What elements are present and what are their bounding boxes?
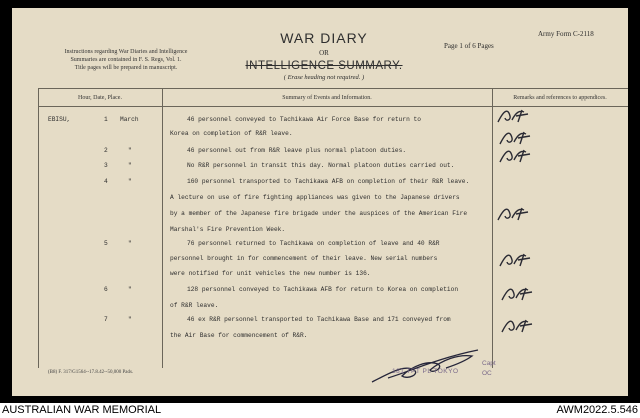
instructions-line: Instructions regarding War Diaries and Intelligence (64, 49, 188, 55)
footer-bar (0, 403, 640, 418)
table-left-rule (38, 88, 39, 368)
table-top-rule (38, 88, 628, 89)
instructions-block (36, 48, 216, 72)
entry-text-line: Marshal's Fire Prevention Week. (170, 226, 286, 233)
stamp-suffix: OC (482, 370, 492, 377)
erase-note: ( Erase heading not required. ) (283, 74, 365, 81)
unit-stamp: 181 TPT PL TOKYO (392, 368, 459, 375)
entry-text-line: No R&R personnel in transit this day. Normal platoon duties carried out. (187, 162, 455, 169)
diary-subtitle: INTELLIGENCE SUMMARY. (245, 60, 403, 72)
footer-source: AUSTRALIAN WAR MEMORIAL (2, 404, 162, 416)
table-header-rule (38, 106, 628, 107)
handwritten-initials-icon (498, 146, 532, 166)
entry-month: March (120, 116, 139, 123)
entry-day: 1 (104, 116, 108, 123)
entry-day: 3 (104, 162, 108, 169)
handwritten-initials-icon (498, 250, 532, 270)
entry-text-line: 76 personnel returned to Tachikawa on completion of leave and 40 R&R (187, 240, 440, 247)
handwritten-initials-icon (500, 316, 534, 336)
entry-text-line: 128 personnel conveyed to Tachikawa AFB for return to Korea on completion (187, 286, 459, 293)
handwritten-initials-icon (496, 204, 530, 224)
entry-text-line: personnel brought in for commencement of their leave. New serial numbers (170, 255, 438, 262)
col-header-remarks: Remarks and references to appendices. (513, 95, 607, 101)
entry-place: EBISU, (48, 116, 71, 123)
entry-text-line: Korea on completion of R&R leave. (170, 130, 293, 137)
handwritten-initials-icon (496, 106, 530, 126)
entry-text-line: of R&R leave. (170, 302, 219, 309)
entry-day: 5 (104, 240, 108, 247)
entry-text-line: 160 personnel transported to Tachikawa AFB on completion of their R&R leave. (187, 178, 470, 185)
entry-day: 4 (104, 178, 108, 185)
entry-month: " (128, 162, 132, 169)
handwritten-initials-icon (498, 128, 532, 148)
entry-text-line: 46 personnel out from R&R leave plus normal platoon duties. (187, 147, 407, 154)
entry-text-line: by a member of the Japanese fire brigade under the auspices of the American Fire (170, 210, 468, 217)
entry-month: " (128, 316, 132, 323)
footer-accession: AWM2022.5.546 (556, 404, 638, 416)
entry-text-line: the Air Base for commencement of R&R. (170, 332, 308, 339)
entry-month: " (128, 147, 132, 154)
entry-month: " (128, 286, 132, 293)
entry-day: 6 (104, 286, 108, 293)
printer-imprint: (B8) F. 317/G1564--17.8.42--50,000 Pads. (48, 370, 134, 375)
stamp-rank: Capt (482, 360, 496, 367)
entry-text-line: A lecture on use of fire fighting appliances was given to the Japanese drivers (170, 194, 460, 201)
entry-text-line: were notified for unit vehicles the new number is 136. (170, 270, 371, 277)
col-header-summary: Summary of Events and Information. (282, 95, 372, 101)
diary-title: WAR DIARY (280, 30, 368, 46)
col-rule-summary (492, 88, 493, 368)
col-rule-place (162, 88, 163, 368)
entry-text-line: 46 personnel conveyed to Tachikawa Air Force Base for return to (187, 116, 421, 123)
handwritten-initials-icon (500, 284, 534, 304)
entry-day: 7 (104, 316, 108, 323)
entry-month: " (128, 178, 132, 185)
entry-text-line: 46 ex R&R personnel transported to Tachikawa Base and 171 conveyed from (187, 316, 451, 323)
instructions-line: Title pages will be prepared in manuscript. (74, 65, 178, 71)
entry-month: " (128, 240, 132, 247)
entry-day: 2 (104, 147, 108, 154)
war-diary-page (12, 8, 628, 396)
instructions-line: Summaries are contained in F. S. Regs, Vol. 1. (70, 57, 182, 63)
page-count: Page 1 of 6 Pages (444, 42, 494, 50)
col-header-place: Hour, Date, Place. (78, 95, 122, 101)
title-or: OR (319, 49, 329, 57)
army-form: Army Form C-2118 (538, 30, 594, 38)
